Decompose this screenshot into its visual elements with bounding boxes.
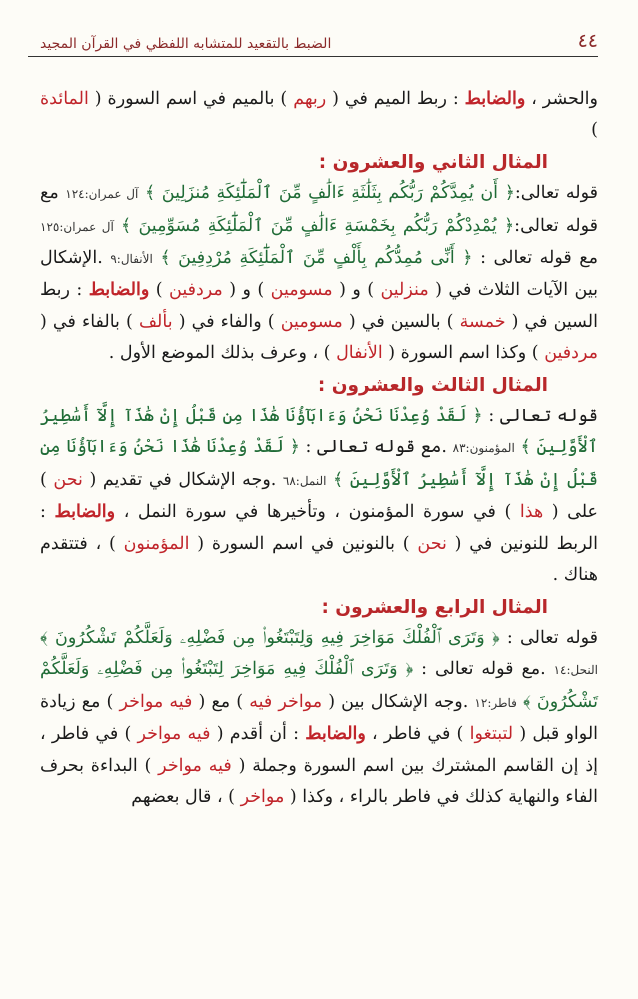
verse-reference: فاطر:١٢ <box>474 695 517 710</box>
keyword: مسومين <box>270 280 333 301</box>
dabit-term: والضابط <box>464 89 526 109</box>
text: مع <box>571 248 598 269</box>
running-title: الضبط بالتقعيد للمتشابه اللفظي في القرآن المجيد <box>40 36 332 52</box>
text: ) بالفاء في ( <box>40 311 139 332</box>
paragraph-example-24 <box>40 623 598 813</box>
keyword: المائدة <box>40 89 89 109</box>
text: ) والفاء في ( <box>172 311 281 332</box>
text: .مع قوله تعالى : <box>299 437 453 458</box>
paragraph-example-23 <box>40 401 598 591</box>
keyword: الأنفال <box>336 343 383 364</box>
text: ) على ( <box>40 469 598 523</box>
quran-verse: ﴿ لَقَدْ وُعِدْنَا هَٰذَا نَحْنُ وَءَابَآؤُنَا مِن قَبْلُ إِنْ هَٰذَآ إِلَّآ أَسَٰطِيرُ ٱلْأَوَّلِينَ ﴾ <box>40 437 598 490</box>
keyword: هذا <box>519 502 544 523</box>
quran-verse: ﴿ أَنِّى مُمِدُّكُم بِأَلْفٍ مِّنَ ٱلْمَلَٰٓئِكَةِ مُرْدِفِينَ ﴾ <box>160 248 473 269</box>
dabit-term: والضابط <box>54 502 116 523</box>
text: ) بالسين في ( <box>342 311 460 332</box>
text: .وجه الإشكال بين ( <box>322 691 475 712</box>
keyword: مسومين <box>280 311 343 332</box>
text: ) و ( <box>332 280 381 301</box>
keyword: مواخر فيه <box>249 691 323 712</box>
text: ) ، فتتقدم هناك . <box>40 533 598 586</box>
verse-reference: المؤمنون:٨٣ <box>452 441 515 456</box>
text: .مع قوله تعالى : <box>413 659 554 680</box>
keyword: مردفين <box>544 343 598 364</box>
paragraph-intro <box>40 84 598 147</box>
keyword: ربهم <box>293 89 327 109</box>
text: قوله تعالى: <box>514 183 598 204</box>
keyword: نحن <box>417 533 447 554</box>
dabit-term: والضابط <box>88 280 150 301</box>
quran-verse: ﴿ لَقَدْ وُعِدْنَا نَحْنُ وَءَابَآؤُنَا هَٰذَا مِن قَبْلُ إِنْ هَٰذَآ إِلَّآ أَسَٰطِيرُ ٱلْأَوَّلِينَ ﴾ <box>40 406 598 458</box>
text: قوله تعالى: <box>514 215 598 236</box>
text: قوله تعالى : <box>472 248 572 269</box>
verse-reference: النحل:١٤ <box>553 663 598 678</box>
paragraph-example-22 <box>40 178 598 369</box>
keyword: المؤمنون <box>123 533 190 554</box>
section-heading-22: المثال الثاني والعشرون : <box>318 151 548 173</box>
text: ) في فاطر ، <box>365 724 470 745</box>
keyword: فيه مواخر <box>137 724 211 745</box>
text: ) البداءة بحرف الفاء والنهاية كذلك في فاطر بالراء ، وكذا ( <box>40 755 598 807</box>
dabit-term: والضابط <box>305 724 366 745</box>
text: قوله تعالى : <box>499 627 598 648</box>
text: ) <box>149 280 170 301</box>
keyword: فيه مواخر <box>158 755 232 776</box>
text: : أن أقدم ( <box>210 724 306 745</box>
verse-reference: آل عمران:١٢٥ <box>40 219 114 234</box>
text: والحشر ، <box>525 89 598 109</box>
text: ) بالميم في اسم السورة ( <box>88 89 294 109</box>
quran-verse: ﴿ يُمْدِدْكُمْ رَبُّكُم بِخَمْسَةِ ءَالَٰفٍ مِّنَ ٱلْمَلَٰٓئِكَةِ مُسَوِّمِينَ ﴾ <box>121 215 515 236</box>
text: ) في سورة المؤمنون ، وتأخيرها في سورة النمل ، <box>115 502 520 523</box>
keyword: مواخر <box>240 786 285 807</box>
text: ) وكذا اسم السورة ( <box>382 343 545 364</box>
text: : ربط الميم في ( <box>326 89 465 109</box>
page-body <box>40 84 598 813</box>
text: : الربط للنونين في ( <box>40 502 598 554</box>
verse-reference: النمل:٦٨ <box>282 473 327 488</box>
section-heading-24: المثال الرابع والعشرون : <box>321 596 548 618</box>
verse-reference: الأنفال:٩ <box>110 252 153 267</box>
text: ) مع زيادة الواو قبل ( <box>40 691 599 745</box>
page-number: ٤٤ <box>577 30 598 52</box>
verse-reference: آل عمران:١٢٤ <box>65 187 139 202</box>
text: ) بالنونين في اسم السورة ( <box>189 533 418 554</box>
keyword: خمسة <box>459 311 506 332</box>
quran-verse: ﴿ أَن يُمِدَّكُمْ رَبُّكُم بِثَلَٰثَةِ ءَالَٰفٍ مِّنَ ٱلْمَلَٰٓئِكَةِ مُنزَلِينَ ﴾ <box>144 183 515 204</box>
section-heading-23: المثال الثالث والعشرون : <box>317 374 548 396</box>
keyword: لتبتغوا <box>469 724 514 745</box>
text: ) في فاطر ، إذ إن القاسم المشترك بين اسم السورة وجملة ( <box>40 724 599 776</box>
keyword: فيه مواخر <box>119 691 193 712</box>
text: ) ، وعرف بذلك الموضع الأول . <box>108 343 337 364</box>
text: ) ، قال بعضهم <box>131 786 241 807</box>
page-header <box>40 20 598 52</box>
text: ) و ( <box>222 280 271 301</box>
text: .وجه الإشكال في تقديم ( <box>82 469 283 490</box>
quran-verse: ﴿ وَتَرَى ٱلْفُلْكَ مَوَاخِرَ فِيهِ وَلِتَبْتَغُوا۟ مِن فَضْلِهِۦ وَلَعَلَّكُمْ تَشْكُرُونَ ﴾ <box>40 627 500 648</box>
keyword: بألف <box>138 311 173 332</box>
text: : ربط السين في ( <box>40 280 598 332</box>
text: ) مع ( <box>192 691 250 712</box>
keyword: مردفين <box>169 280 223 301</box>
text: قوله تعالى : <box>482 406 598 427</box>
header-rule <box>28 56 598 57</box>
text: مع <box>40 183 66 204</box>
keyword: منزلين <box>380 280 429 301</box>
quran-verse: ﴿ وَتَرَى ٱلْفُلْكَ فِيهِ مَوَاخِرَ لِتَبْتَغُوا۟ مِن فَضْلِهِۦ وَلَعَلَّكُمْ تَشْكُرُونَ ﴾ <box>40 659 599 712</box>
text: .الإشكال بين الآيات الثلاث في ( <box>40 248 598 301</box>
keyword: نحن <box>53 469 83 490</box>
text: ) <box>591 120 598 141</box>
